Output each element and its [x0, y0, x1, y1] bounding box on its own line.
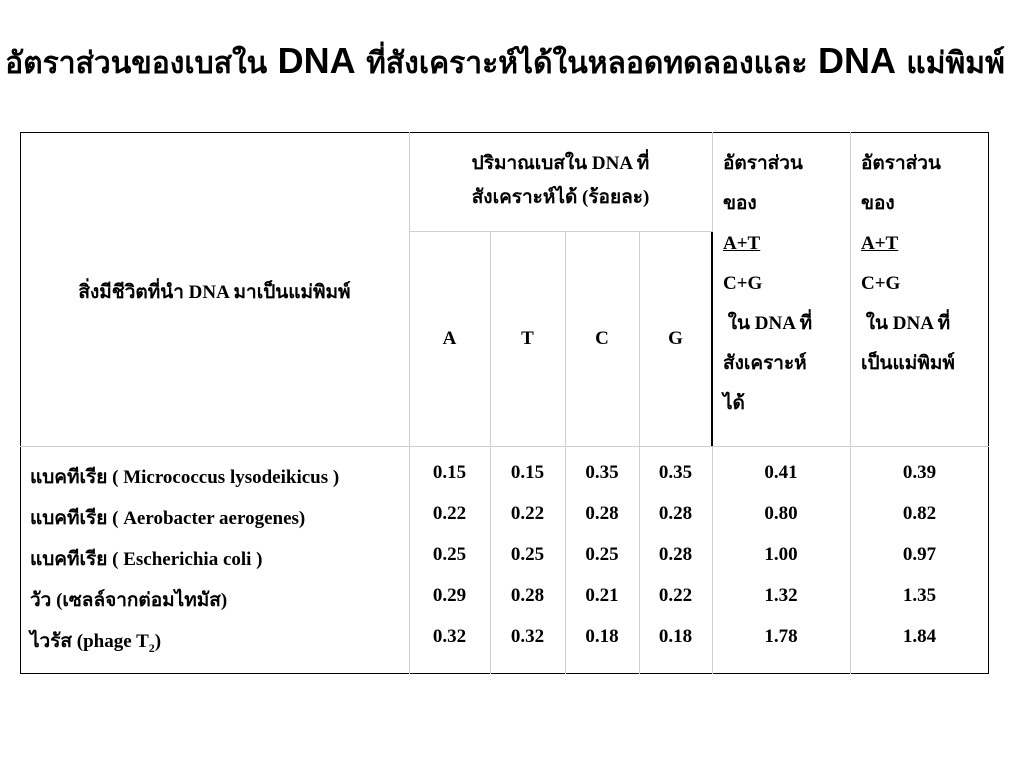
header-organism: สิ่งมีชีวิตที่นำ DNA มาเป็นแม่พิมพ์: [78, 282, 351, 303]
cell-ratio-synthesized: 1.78: [764, 626, 798, 647]
cell-a: 0.15: [432, 462, 467, 483]
cell-c: 0.18: [585, 626, 619, 647]
header-ratio-synth-line4: สังเคราะห์: [723, 353, 807, 374]
slide-title: [0, 40, 1010, 87]
cell-t: 0.25: [510, 544, 545, 565]
header-ratio-template-line4: เป็นแม่พิมพ์: [861, 353, 955, 374]
header-base-a: A: [442, 328, 457, 349]
cell-g: 0.35: [658, 462, 693, 483]
cell-ratio-synthesized: 0.41: [764, 462, 798, 483]
header-ratio-synth-line2: ของ: [723, 193, 757, 214]
grid-line-v: [565, 232, 566, 674]
cell-g: 0.22: [658, 585, 693, 606]
cell-t: 0.28: [510, 585, 545, 606]
cell-ratio-synthesized: 1.00: [764, 544, 798, 565]
cell-t: 0.22: [510, 503, 545, 524]
cell-c: 0.21: [585, 585, 619, 606]
grid-line-v: [490, 232, 491, 674]
grid-line-h: [20, 446, 989, 447]
cell-ratio-template: 1.84: [902, 626, 937, 647]
cell-a: 0.29: [432, 585, 467, 606]
title-dna-2: DNA: [817, 40, 896, 81]
cell-a: 0.32: [432, 626, 467, 647]
cell-c: 0.25: [585, 544, 619, 565]
cell-t: 0.15: [510, 462, 545, 483]
title-part1: อัตราส่วนของเบสใน: [5, 46, 278, 81]
header-ratio-synth-line3: ใน DNA ที่: [723, 313, 813, 334]
cell-c: 0.28: [585, 503, 619, 524]
row-label-main: ไวรัส (phage T: [30, 631, 149, 652]
header-ratio-synthesized: [723, 144, 848, 424]
row-label: [30, 626, 161, 656]
cell-ratio-template: 0.82: [902, 503, 937, 524]
cell-a: 0.25: [432, 544, 467, 565]
header-ratio-synth-denominator: C+G: [723, 273, 763, 294]
row-label: แบคทีเรีย ( Micrococcus lysodeikicus ): [30, 467, 340, 488]
header-ratio-template-line2: ของ: [861, 193, 895, 214]
cell-ratio-template: 0.39: [902, 462, 937, 483]
cell-g: 0.28: [658, 503, 693, 524]
header-ratio-synth-numerator: A+T: [723, 233, 761, 254]
title-part2: ที่สังเคราะห์ได้ในหลอดทดลองและ: [355, 46, 818, 81]
base-ratio-table: [20, 132, 989, 674]
row-label-end: ): [154, 631, 162, 652]
grid-line-h: [409, 231, 712, 232]
header-base-amount: [409, 147, 712, 215]
cell-ratio-template: 0.97: [902, 544, 937, 565]
header-ratio-synth-line5: ได้: [723, 393, 745, 414]
cell-ratio-synthesized: 0.80: [764, 503, 798, 524]
header-ratio-template-line3: ใน DNA ที่: [861, 313, 951, 334]
row-label-subscript: 2: [148, 640, 155, 655]
header-base-amount-line1: ปริมาณเบสใน DNA ที่: [471, 153, 650, 174]
cell-ratio-synthesized: 1.32: [764, 585, 798, 606]
title-part3: แม่พิมพ์: [895, 46, 1005, 81]
header-ratio-template-line1: อัตราส่วน: [861, 153, 941, 174]
grid-line-v: [639, 232, 640, 674]
cell-t: 0.32: [510, 626, 545, 647]
header-base-g: G: [668, 328, 683, 349]
header-base-c: C: [595, 328, 609, 349]
header-ratio-template-denominator: C+G: [861, 273, 901, 294]
header-ratio-template: [861, 144, 989, 384]
cell-a: 0.22: [432, 503, 467, 524]
header-base-amount-line2: สังเคราะห์ได้ (ร้อยละ): [471, 187, 650, 208]
row-label: วัว (เซลล์จากต่อมไทมัส): [30, 590, 228, 611]
header-ratio-template-numerator: A+T: [861, 233, 899, 254]
row-label: แบคทีเรีย ( Aerobacter aerogenes): [30, 508, 306, 529]
row-label: แบคทีเรีย ( Escherichia coli ): [30, 549, 263, 570]
header-ratio-synth-line1: อัตราส่วน: [723, 153, 803, 174]
cell-g: 0.28: [658, 544, 693, 565]
cell-ratio-template: 1.35: [902, 585, 937, 606]
title-dna-1: DNA: [277, 40, 356, 81]
header-base-t: T: [521, 328, 534, 349]
cell-c: 0.35: [585, 462, 619, 483]
cell-g: 0.18: [658, 626, 693, 647]
